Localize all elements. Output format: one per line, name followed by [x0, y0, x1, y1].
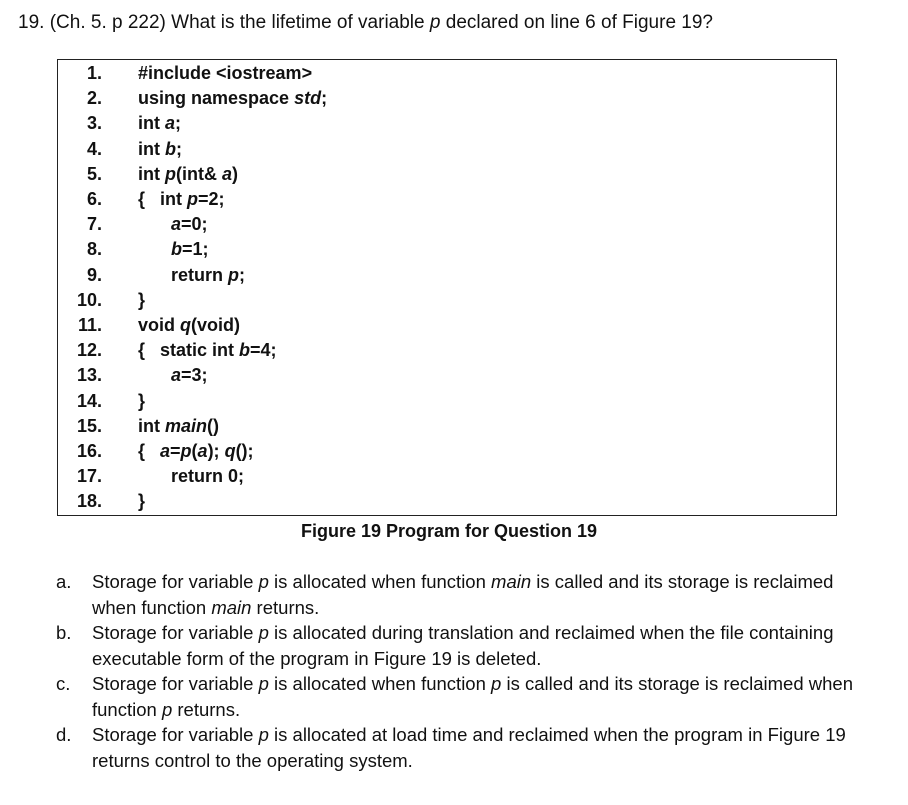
text-segment: Storage for variable [92, 622, 259, 643]
italic-text: b [171, 239, 182, 260]
line-number: 17. [76, 466, 102, 487]
code-figure-box [57, 59, 837, 516]
option-text [92, 671, 872, 722]
code-line [58, 187, 818, 212]
text-segment: ); [207, 441, 225, 461]
text-segment: int [138, 113, 165, 134]
italic-text: p [491, 673, 502, 694]
answer-option [56, 620, 896, 671]
option-letter: a. [56, 571, 72, 592]
text-segment: } [138, 491, 146, 512]
code-line [58, 137, 818, 162]
code-text [171, 237, 209, 262]
line-number: 11. [77, 315, 102, 335]
text-segment: is allocated at load time and reclaimed when the program in Figure 19 returns control to the operating system. [92, 724, 846, 771]
line-number: 10. [76, 289, 102, 310]
answer-option [56, 722, 896, 773]
option-text [92, 722, 872, 773]
italic-text: main [211, 596, 252, 618]
question-text-after: declared on line 6 of Figure 19? [445, 12, 713, 33]
text-segment: =1; [182, 239, 209, 260]
text-segment: { static int [138, 340, 240, 361]
code-line [58, 439, 818, 464]
option-letter: b. [56, 622, 72, 643]
line-number: 8. [86, 239, 102, 260]
question-text [18, 10, 713, 36]
line-number: 12. [76, 340, 102, 361]
code-line [58, 212, 818, 237]
italic-text: p [228, 264, 240, 285]
italic-text: p [161, 698, 173, 720]
text-segment: ; [175, 113, 182, 134]
question-number: 19. [18, 12, 45, 33]
text-segment: using namespace [138, 88, 295, 109]
italic-text: a [165, 113, 176, 134]
question-text-before: What is the lifetime of variable [171, 12, 425, 33]
text-segment: ( [191, 441, 198, 461]
code-text [138, 111, 181, 136]
code-line [58, 389, 818, 414]
code-text [138, 288, 145, 313]
text-segment: ; [321, 88, 328, 109]
code-line [58, 338, 818, 363]
line-number: 1. [86, 63, 102, 83]
italic-text: p [258, 622, 269, 643]
code-text [138, 137, 182, 162]
code-line [58, 313, 818, 338]
italic-text: p [180, 441, 192, 461]
text-segment: } [138, 289, 146, 310]
code-line [58, 263, 818, 288]
text-segment: int [138, 138, 165, 159]
code-line [58, 111, 818, 136]
italic-text: b [165, 138, 176, 159]
italic-text: std [294, 88, 322, 109]
line-number: 18. [76, 491, 102, 512]
answer-option [56, 671, 896, 722]
text-segment: Storage for variable [92, 724, 259, 745]
code-text [171, 263, 245, 288]
italic-text: p [258, 724, 269, 745]
text-segment: ) [232, 163, 238, 184]
italic-text: p [258, 673, 269, 694]
text-segment: returns. [251, 596, 320, 618]
italic-text: p [165, 163, 176, 184]
italic-text: q [224, 441, 236, 461]
code-line [58, 61, 818, 86]
code-text [138, 86, 327, 111]
code-line [58, 464, 818, 489]
text-segment: return [171, 264, 229, 285]
italic-text: a [221, 163, 232, 184]
answer-option [56, 569, 896, 620]
text-segment: void [138, 315, 181, 335]
code-line [58, 288, 818, 313]
code-line [58, 489, 818, 514]
option-text [92, 569, 872, 620]
code-text [138, 187, 225, 212]
text-segment: (void) [191, 315, 241, 335]
option-text [92, 620, 872, 671]
code-text [171, 363, 208, 388]
text-segment: ; [176, 138, 182, 159]
line-number: 6. [86, 189, 102, 209]
italic-text: a [197, 441, 208, 461]
line-number: 16. [76, 441, 102, 461]
italic-text: b [239, 340, 251, 361]
italic-text: a [171, 365, 182, 386]
line-number: 9. [86, 264, 102, 285]
code-text [171, 212, 208, 237]
line-number: 5. [86, 163, 102, 184]
code-text [138, 61, 312, 86]
italic-text: a [171, 214, 182, 235]
code-line [58, 86, 818, 111]
text-segment: int [138, 415, 165, 436]
text-segment: =4; [250, 340, 277, 361]
text-segment: is allocated during translation and reclaimed when the file containing executable form of the program in Figure 19 is deleted. [92, 622, 834, 669]
italic-text: q [180, 315, 192, 335]
text-segment: returns. [172, 698, 241, 720]
line-number: 15. [76, 415, 102, 436]
code-line [58, 363, 818, 388]
text-segment: Storage for variable [92, 673, 259, 694]
text-segment: is called and its storage is reclaimed when function [92, 673, 853, 720]
italic-text: p [258, 571, 269, 592]
text-segment: ; [239, 264, 246, 285]
italic-text: a [160, 441, 171, 461]
code-text [138, 389, 145, 414]
code-text [138, 162, 238, 187]
line-number: 7. [86, 214, 102, 235]
text-segment: return 0; [171, 466, 245, 487]
option-letter: c. [56, 673, 71, 694]
text-segment: Storage for variable [92, 571, 259, 592]
figure-caption: Figure 19 Program for Question 19 [301, 521, 598, 541]
text-segment: int [138, 163, 165, 184]
line-number: 4. [86, 138, 102, 159]
answer-options [56, 569, 896, 773]
line-number: 3. [86, 113, 102, 134]
code-text [138, 489, 145, 514]
text-segment: is allocated when function [268, 673, 492, 694]
italic-text: main [491, 571, 532, 592]
code-text [138, 414, 219, 439]
line-number: 13. [76, 365, 102, 386]
text-segment: =3; [181, 365, 208, 386]
text-segment: =2; [198, 189, 225, 209]
text-segment: () [207, 415, 220, 436]
code-text [171, 464, 244, 489]
italic-text: main [165, 415, 208, 436]
code-line [58, 237, 818, 262]
code-line [58, 162, 818, 187]
text-segment: } [138, 390, 146, 411]
italic-text: p [187, 189, 198, 209]
text-segment: (int& [176, 163, 222, 184]
question-variable: p [429, 12, 441, 33]
text-segment: is allocated when function [268, 571, 492, 592]
code-text [138, 439, 254, 464]
code-text [138, 338, 277, 363]
text-segment: is called and its storage is reclaimed when function [92, 571, 834, 618]
line-number: 2. [86, 88, 102, 109]
text-segment: #include <iostream> [138, 63, 313, 83]
text-segment: { int [138, 189, 187, 209]
line-number: 14. [76, 390, 102, 411]
text-segment: (); [235, 441, 254, 461]
text-segment: = [170, 441, 181, 461]
question-reference: (Ch. 5. p 222) [49, 12, 166, 33]
text-segment: { [138, 441, 161, 461]
option-letter: d. [56, 724, 72, 745]
code-text [138, 313, 240, 338]
text-segment: =0; [181, 214, 208, 235]
code-line [58, 414, 818, 439]
